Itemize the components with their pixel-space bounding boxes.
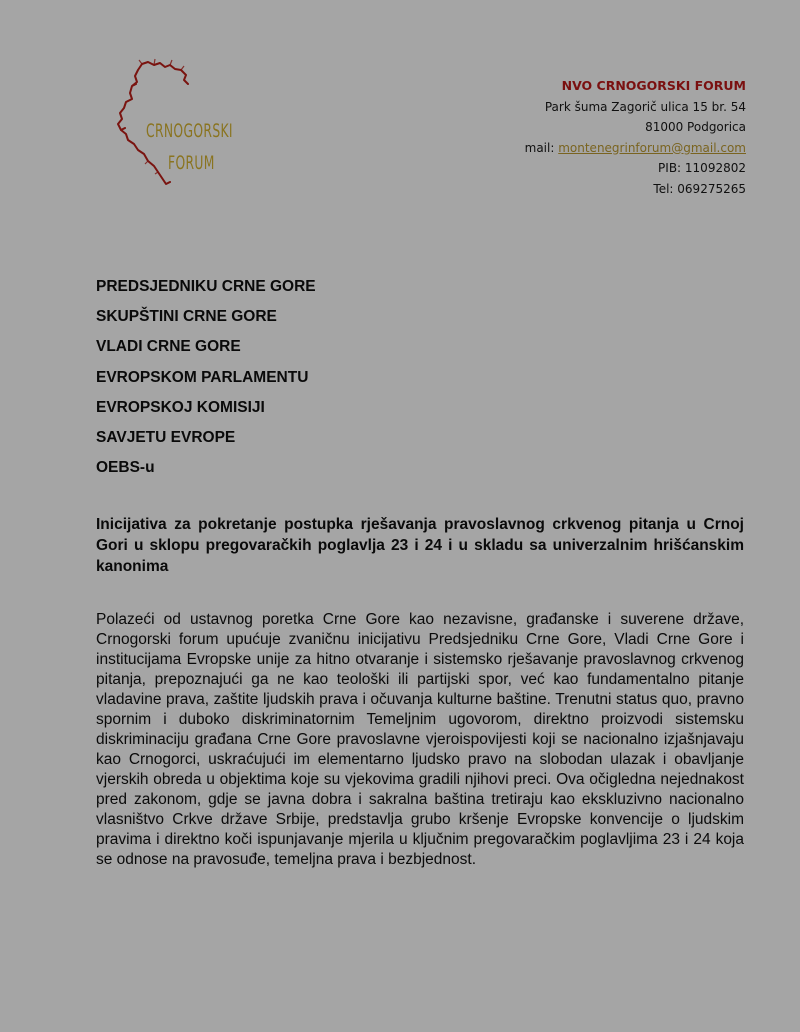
addressee-president: PREDSJEDNIKU CRNE GORE — [96, 278, 316, 295]
phone-line: Tel: 069275265 — [653, 181, 746, 196]
addressee-european-parliament: EVROPSKOM PARLAMENTU — [96, 368, 309, 386]
addressee-list — [96, 272, 316, 483]
addressee-osce: OEBS-u — [96, 459, 155, 477]
pib-line: PIB: 11092802 — [658, 161, 746, 175]
letter-subject: Inicijativa za pokretanje postupka rješavanja pravoslavnog crkvenog pitanja u Crnoj Gori u sklopu pregovaračkih poglavlja 23 i 24 i u skladu sa univerzalnim hrišćanskim kanonima — [96, 516, 744, 575]
addressee-government: VLADI CRNE GORE — [96, 338, 241, 356]
mail-label: mail: — [524, 140, 559, 155]
logo-text-line1: CRNOGORSKI — [146, 120, 233, 142]
organization-name: NVO CRNOGORSKI FORUM — [561, 78, 746, 93]
logo-text-line2: FORUM — [168, 152, 215, 174]
addressee-council-of-europe: SAVJETU EVROPE — [96, 429, 236, 447]
addressee-parliament: SKUPŠTINI CRNE GORE — [96, 308, 277, 326]
organization-contact-block — [525, 76, 746, 199]
addressee-european-commission: EVROPSKOJ KOMISIJI — [96, 398, 265, 416]
mail-line — [525, 138, 746, 159]
email-link[interactable]: montenegrinforum@gmail.com — [558, 140, 746, 155]
city-line: 81000 Podgorica — [645, 120, 746, 134]
letter-body-paragraph: Polazeći od ustavnog poretka Crne Gore kao nezavisne, građanske i suverene države, Crnogorski forum upućuje zvaničnu inicijativu Predsjedniku Crne Gore, Vladi Crne Gore i institucijama Evropske unije za hitno otvaranje i sistemsko rješavanje pravoslavnog crkvenog pitanja, prepoznajući ga ne kao teološki ili partijski spor, već kao fundamentalno pitanje vladavine prava, zaštite ljudskih prava i očuvanja kulturne baštine. Trenutni status quo, pravno spornim i duboko diskriminatornim Temeljnim ugovorom, direktno proizvodi sistemsku diskriminaciju građana Crne Gore pravoslavne vjeroispovijesti koji se nacionalno izjašnjavaju kao Crnogorci, uskraćujući im elementarno ljudsko pravo na slobodan ulazak i obavljanje vjerskih obreda u objektima koje su vjekovima gradili njihovi preci. Ova očigledna nejednakost pred zakonom, gdje se javna dobra i sakralna baština tretiraju kao ekskluzivno nacionalno vlasništvo Crkve države Srbije, predstavlja grubo kršenje Evropske konvencije o ljudskim pravima i direktno koči ispunjavanje mjerila u ključnim pregovaračkim poglavljima 23 i 24 koja se odnose na pravosuđe, temeljna prava i bezbjednost. — [96, 611, 744, 868]
address-line: Park šuma Zagorič ulica 15 br. 54 — [544, 99, 746, 114]
